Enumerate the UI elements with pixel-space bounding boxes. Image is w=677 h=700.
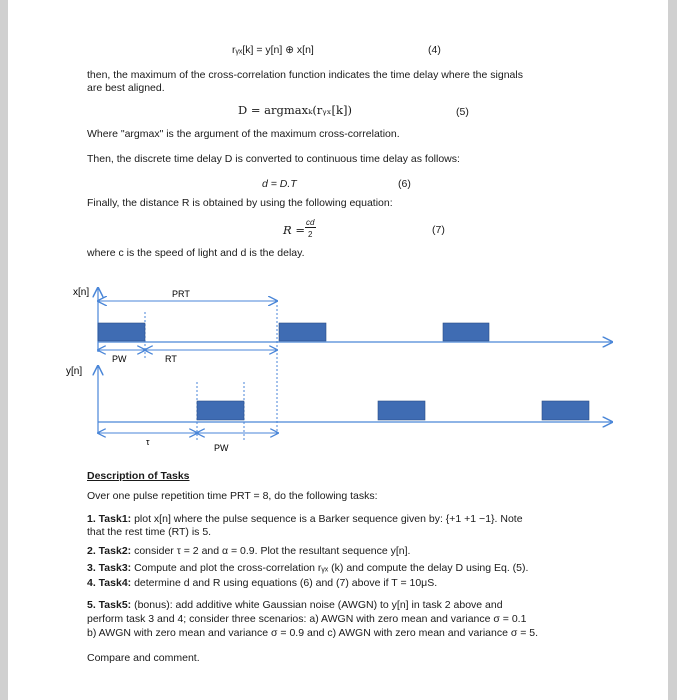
prt-label: PRT	[172, 289, 190, 299]
tasks-intro: Over one pulse repetition time PRT = 8, do the following tasks:	[87, 490, 378, 502]
equation-7-lhs: R =	[283, 223, 305, 237]
task-3-label: 3. Task3:	[87, 562, 132, 574]
paragraph-1-line-1: then, the maximum of the cross-correlation function indicates the time delay where the signals	[87, 69, 523, 81]
tasks-heading: Description of Tasks	[87, 470, 190, 482]
paragraph-2: Where "argmax" is the argument of the maximum cross-correlation.	[87, 128, 400, 140]
xn-pulse	[443, 323, 489, 341]
tau-label: τ	[146, 437, 150, 447]
yn-pulse	[378, 401, 425, 420]
task-1-line-1	[87, 513, 523, 526]
task-5-line-3: b) AWGN with zero mean and variance σ = 0.9 and c) AWGN with zero mean and variance σ = 5.	[87, 627, 539, 639]
xn-axis-label: x[n]	[73, 287, 90, 298]
task-1-text: plot x[n] where the pulse sequence is a Barker sequence given by: {+1 +1 −1}. Note	[131, 513, 523, 525]
xn-pulse	[279, 323, 326, 341]
task-4-text: determine d and R using equations (6) and (7) above if T = 10μS.	[131, 577, 438, 589]
yn-axis-label: y[n]	[66, 366, 83, 377]
task-2-label: 2. Task2:	[87, 545, 132, 557]
equation-6: d = D.T	[262, 178, 297, 190]
task-2-text: consider τ = 2 and α = 0.9. Plot the resultant sequence y[n].	[131, 545, 411, 557]
equation-7-number: (7)	[432, 224, 445, 236]
task-1-label: 1. Task1:	[87, 513, 132, 525]
pw-label-top: PW	[112, 354, 127, 364]
yn-pulse	[542, 401, 589, 420]
yn-pulse	[197, 401, 244, 420]
equation-5: D = argmaxₖ(rᵧₓ[k])	[238, 103, 352, 117]
equation-6-number: (6)	[398, 178, 411, 190]
task-1-line-2: that the rest time (RT) is 5.	[87, 526, 212, 538]
equation-7-denominator: 2	[308, 230, 313, 239]
equation-4: rᵧₓ[k] = y[n] ⊕ x[n]	[232, 44, 314, 56]
pw-label-bottom: PW	[214, 443, 229, 453]
rt-label: RT	[165, 354, 177, 364]
task-5-label: 5. Task5:	[87, 599, 132, 611]
task-3	[87, 562, 528, 575]
task-5-line-2: perform task 3 and 4; consider three scenarios: a) AWGN with zero mean and variance σ = 0.1	[87, 613, 527, 625]
paragraph-4: Finally, the distance R is obtained by using the following equation:	[87, 197, 393, 209]
paragraph-3: Then, the discrete time delay D is converted to continuous time delay as follows:	[87, 153, 460, 165]
task-5-line-1	[87, 599, 503, 612]
xn-pulse	[98, 323, 145, 341]
paragraph-5: where c is the speed of light and d is the delay.	[87, 247, 305, 259]
paragraph-1-line-2: are best aligned.	[87, 82, 165, 94]
task-4	[87, 577, 437, 590]
task-3-text: Compute and plot the cross-correlation rᵧₓ (k) and compute the delay D using Eq. (5).	[131, 562, 529, 574]
closing-line: Compare and comment.	[87, 652, 200, 664]
task-2	[87, 545, 410, 558]
task-4-label: 4. Task4:	[87, 577, 132, 589]
equation-7-numerator: cd	[306, 218, 315, 227]
equation-4-number: (4)	[428, 44, 441, 56]
task-5-text: (bonus): add additive white Gaussian noise (AWGN) to y[n] in task 2 above and	[131, 599, 503, 611]
equation-5-number: (5)	[456, 106, 469, 118]
